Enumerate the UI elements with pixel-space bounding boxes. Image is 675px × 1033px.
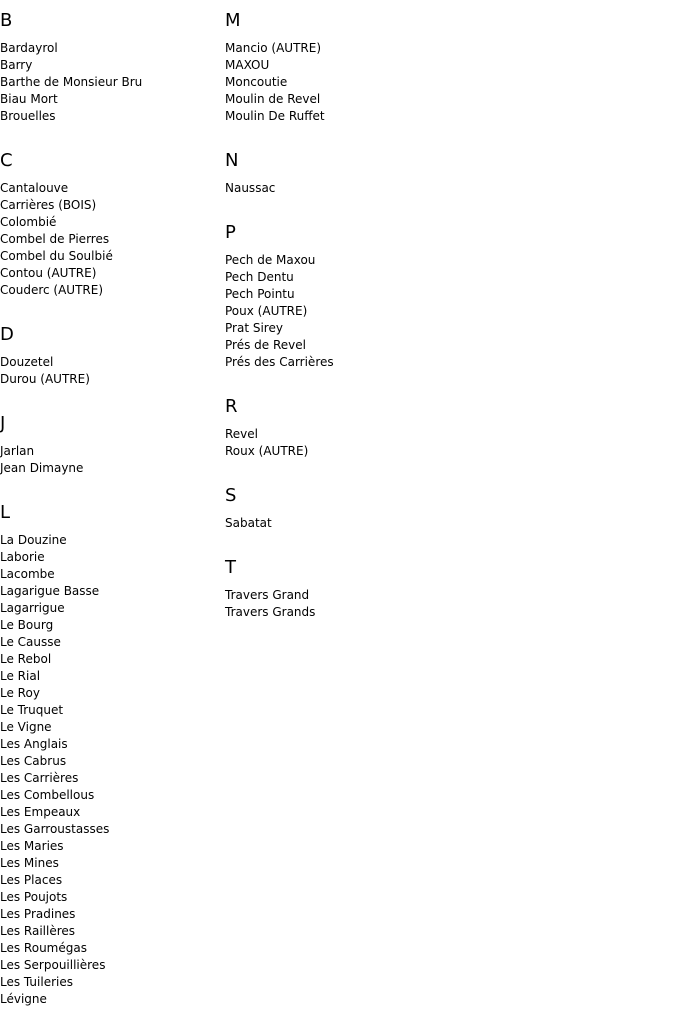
list-item (0, 248, 225, 265)
place-link-les-railleres[interactable]: Les Raillères (0, 924, 76, 938)
list-item (225, 426, 450, 443)
place-link-le-bourg[interactable]: Le Bourg (0, 618, 54, 632)
entry-list (0, 40, 225, 125)
list-item (0, 906, 225, 923)
list-item (0, 719, 225, 736)
place-link-combel-de-pierres[interactable]: Combel de Pierres (0, 232, 110, 246)
entry-list (225, 180, 450, 197)
list-item (225, 354, 450, 371)
letter-section-l (0, 502, 225, 1008)
list-item (225, 337, 450, 354)
list-item (0, 617, 225, 634)
place-link-levigne[interactable]: Lévigne (0, 992, 47, 1006)
list-item (0, 282, 225, 299)
letter-heading: L (0, 502, 11, 523)
place-link-poux-autre[interactable]: Poux (AUTRE) (225, 304, 308, 318)
place-link-le-causse[interactable]: Le Causse (0, 635, 61, 649)
list-item (0, 736, 225, 753)
place-link-carrieres-bois[interactable]: Carrières (BOIS) (0, 198, 97, 212)
place-link-les-combellous[interactable]: Les Combellous (0, 788, 95, 802)
list-item (0, 685, 225, 702)
place-link-barthe-de-monsieur-bru[interactable]: Barthe de Monsieur Bru (0, 75, 143, 89)
place-link-douzetel[interactable]: Douzetel (0, 355, 54, 369)
list-item (0, 821, 225, 838)
list-item (0, 600, 225, 617)
letter-heading: R (225, 396, 238, 417)
place-link-lagarrigue[interactable]: Lagarrigue (0, 601, 65, 615)
list-item (0, 855, 225, 872)
place-link-le-roy[interactable]: Le Roy (0, 686, 40, 700)
list-item (0, 753, 225, 770)
list-item (225, 40, 450, 57)
place-link-lacombe[interactable]: Lacombe (0, 567, 55, 581)
list-item (0, 702, 225, 719)
list-item (225, 320, 450, 337)
list-item (225, 269, 450, 286)
list-item (0, 651, 225, 668)
place-link-biau-mort[interactable]: Biau Mort (0, 92, 58, 106)
list-item (0, 371, 225, 388)
list-item (225, 443, 450, 460)
place-link-les-poujots[interactable]: Les Poujots (0, 890, 68, 904)
list-item (0, 889, 225, 906)
place-link-le-rebol[interactable]: Le Rebol (0, 652, 52, 666)
place-link-mancio-autre[interactable]: Mancio (AUTRE) (225, 41, 322, 55)
place-link-moulin-de-ruffet[interactable]: Moulin De Ruffet (225, 109, 325, 123)
entry-list (0, 443, 225, 477)
letter-section-s (225, 485, 450, 532)
entry-list (225, 426, 450, 460)
letter-heading: S (225, 485, 237, 506)
place-link-brouelles[interactable]: Brouelles (0, 109, 56, 123)
place-link-durou-autre[interactable]: Durou (AUTRE) (0, 372, 90, 386)
list-item (0, 566, 225, 583)
index-column-right (225, 10, 450, 646)
place-link-les-tuileries[interactable]: Les Tuileries (0, 975, 73, 989)
place-link-roux-autre[interactable]: Roux (AUTRE) (225, 444, 309, 458)
list-item (0, 354, 225, 371)
list-item (0, 91, 225, 108)
entry-list (0, 354, 225, 388)
list-item (0, 991, 225, 1008)
place-link-les-maries[interactable]: Les Maries (0, 839, 64, 853)
place-link-les-roumegas[interactable]: Les Roumégas (0, 941, 87, 955)
place-link-les-places[interactable]: Les Places (0, 873, 63, 887)
place-link-la-douzine[interactable]: La Douzine (0, 533, 67, 547)
place-link-cantalouve[interactable]: Cantalouve (0, 181, 69, 195)
list-item (0, 923, 225, 940)
place-link-lagarigue-basse[interactable]: Lagarigue Basse (0, 584, 100, 598)
place-link-sabatat[interactable]: Sabatat (225, 516, 272, 530)
list-item (225, 57, 450, 74)
list-item (0, 940, 225, 957)
letter-section-b (0, 10, 225, 125)
list-item (225, 286, 450, 303)
list-item (225, 303, 450, 320)
place-link-colombie[interactable]: Colombié (0, 215, 57, 229)
place-link-les-empeaux[interactable]: Les Empeaux (0, 805, 81, 819)
list-item (0, 583, 225, 600)
list-item (225, 252, 450, 269)
place-link-le-rial[interactable]: Le Rial (0, 669, 41, 683)
list-item (0, 40, 225, 57)
place-link-travers-grand[interactable]: Travers Grand (225, 588, 310, 602)
letter-section-c (0, 150, 225, 299)
letter-section-r (225, 396, 450, 460)
list-item (0, 838, 225, 855)
letter-section-t (225, 557, 450, 621)
list-item (0, 460, 225, 477)
letter-section-j (0, 413, 225, 477)
entry-list (225, 252, 450, 371)
place-link-les-pradines[interactable]: Les Pradines (0, 907, 76, 921)
place-link-le-vigne[interactable]: Le Vigne (0, 720, 52, 734)
list-item (0, 74, 225, 91)
list-item (0, 804, 225, 821)
place-link-pres-de-revel[interactable]: Prés de Revel (225, 338, 306, 352)
list-item (0, 787, 225, 804)
entry-list (0, 532, 225, 1008)
place-link-pres-des-carrieres[interactable]: Prés des Carrières (225, 355, 334, 369)
letter-section-n (225, 150, 450, 197)
list-item (0, 231, 225, 248)
letter-heading: P (225, 222, 236, 243)
list-item (225, 515, 450, 532)
entry-list (225, 587, 450, 621)
place-link-moncoutie[interactable]: Moncoutie (225, 75, 288, 89)
list-item (0, 770, 225, 787)
letter-heading: T (225, 557, 236, 578)
letter-heading: B (0, 10, 13, 31)
place-link-laborie[interactable]: Laborie (0, 550, 45, 564)
place-link-le-truquet[interactable]: Le Truquet (0, 703, 64, 717)
entry-list (0, 180, 225, 299)
list-item (0, 108, 225, 125)
list-item (0, 872, 225, 889)
list-item (225, 108, 450, 125)
place-link-barry[interactable]: Barry (0, 58, 33, 72)
place-link-les-cabrus[interactable]: Les Cabrus (0, 754, 67, 768)
letter-heading: J (0, 413, 6, 434)
list-item (225, 91, 450, 108)
place-link-les-mines[interactable]: Les Mines (0, 856, 59, 870)
list-item (225, 74, 450, 91)
list-item (0, 57, 225, 74)
place-link-les-anglais[interactable]: Les Anglais (0, 737, 68, 751)
place-link-contou-autre[interactable]: Contou (AUTRE) (0, 266, 97, 280)
place-link-combel-du-soulbie[interactable]: Combel du Soulbié (0, 249, 113, 263)
list-item (0, 214, 225, 231)
list-item (0, 974, 225, 991)
place-link-pech-de-maxou[interactable]: Pech de Maxou (225, 253, 316, 267)
place-link-jean-dimayne[interactable]: Jean Dimayne (0, 461, 84, 475)
letter-section-d (0, 324, 225, 388)
list-item (0, 443, 225, 460)
letter-heading: C (0, 150, 13, 171)
place-link-pech-pointu[interactable]: Pech Pointu (225, 287, 295, 301)
list-item (0, 180, 225, 197)
list-item (0, 957, 225, 974)
place-link-jarlan[interactable]: Jarlan (0, 444, 35, 458)
entry-list (225, 515, 450, 532)
list-item (225, 587, 450, 604)
place-link-les-serpouillieres[interactable]: Les Serpouillières (0, 958, 106, 972)
list-item (0, 634, 225, 651)
list-item (225, 604, 450, 621)
place-link-moulin-de-revel[interactable]: Moulin de Revel (225, 92, 321, 106)
place-link-les-carrieres[interactable]: Les Carrières (0, 771, 79, 785)
list-item (0, 532, 225, 549)
place-link-revel[interactable]: Revel (225, 427, 258, 441)
letter-heading: N (225, 150, 239, 171)
place-link-couderc-autre[interactable]: Couderc (AUTRE) (0, 283, 104, 297)
place-link-naussac[interactable]: Naussac (225, 181, 276, 195)
list-item (0, 197, 225, 214)
letter-section-p (225, 222, 450, 371)
place-link-prat-sirey[interactable]: Prat Sirey (225, 321, 283, 335)
place-link-maxou[interactable]: MAXOU (225, 58, 270, 72)
letter-heading: D (0, 324, 14, 345)
index-column-left (0, 10, 225, 1033)
letter-heading: M (225, 10, 241, 31)
list-item (0, 549, 225, 566)
place-link-bardayrol[interactable]: Bardayrol (0, 41, 58, 55)
list-item (0, 668, 225, 685)
letter-section-m (225, 10, 450, 125)
place-link-pech-dentu[interactable]: Pech Dentu (225, 270, 294, 284)
entry-list (225, 40, 450, 125)
list-item (225, 180, 450, 197)
place-link-les-garroustasses[interactable]: Les Garroustasses (0, 822, 110, 836)
list-item (0, 265, 225, 282)
place-link-travers-grands[interactable]: Travers Grands (225, 605, 316, 619)
